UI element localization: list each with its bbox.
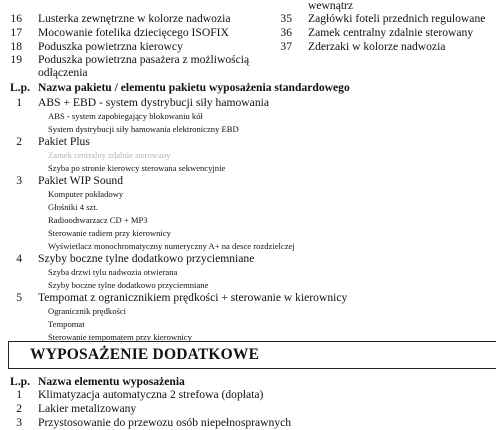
column-header-name: Nazwa elementu wyposażenia — [38, 375, 185, 388]
list-item-text: Lakier metalizowany — [38, 402, 137, 415]
package-number: 4 — [16, 252, 22, 265]
package-title: ABS + EBD - system dystrybucji siły hamowania — [38, 96, 269, 109]
package-title: Pakiet WIP Sound — [38, 174, 124, 187]
column-header-lp: L.p. — [10, 81, 30, 94]
column-header-name: Nazwa pakietu / elementu pakietu wyposażenia standardowego — [38, 81, 350, 94]
list-item-number: 36 — [280, 26, 292, 39]
package-item: System dystrybucji siły hamowania elektroniczny EBD — [48, 124, 239, 134]
package-number: 1 — [16, 96, 22, 109]
package-item: ABS - system zapobiegający blokowaniu kół — [48, 111, 203, 121]
list-item-text: Zderzaki w kolorze nadwozia — [308, 40, 446, 53]
package-item: Komputer pokładowy — [48, 189, 124, 199]
list-item-text: Poduszka powietrzna pasażera z możliwością — [38, 53, 250, 66]
list-item-number: 37 — [280, 40, 292, 53]
list-item-text-continued: odłączenia — [38, 66, 88, 79]
list-item-text-continued: wewnątrz — [308, 0, 354, 12]
package-number: 5 — [16, 291, 22, 304]
package-item-disabled: Zamek centralny zdalnie sterowany — [48, 150, 171, 160]
package-title: Pakiet Plus — [38, 135, 90, 148]
list-item-number: 35 — [280, 12, 292, 25]
list-item-number: 19 — [10, 53, 22, 66]
list-item-number: 16 — [10, 12, 22, 25]
list-item-number: 3 — [16, 416, 22, 429]
list-item-text: Mocowanie fotelika dziecięcego ISOFIX — [38, 26, 229, 39]
column-header-lp: L.p. — [10, 375, 30, 388]
list-item-text: Zamek centralny zdalnie sterowany — [308, 26, 474, 39]
list-item-text: Klimatyzacja automatyczna 2 strefowa (dopłata) — [38, 388, 264, 401]
package-number: 2 — [16, 135, 22, 148]
list-item-text: Poduszka powietrzna kierowcy — [38, 40, 183, 53]
list-item-number: 2 — [16, 402, 22, 415]
package-item: Radioodtwarzacz CD + MP3 — [48, 215, 148, 225]
list-item-text: Lusterka zewnętrzne w kolorze nadwozia — [38, 12, 231, 25]
list-item-text: Zagłówki foteli przednich regulowane — [308, 12, 486, 25]
package-item: Tempomat — [48, 319, 85, 329]
list-item-number: 17 — [10, 26, 22, 39]
package-item: Sterowanie tempomatem przy kierownicy — [48, 332, 192, 342]
list-item-text: Przystosowanie do przewozu osób niepełnosprawnych — [38, 416, 292, 429]
package-item: Ogranicznik prędkości — [48, 306, 127, 316]
list-item-number: 18 — [10, 40, 22, 53]
list-item-number: 1 — [16, 388, 22, 401]
package-title: Tempomat z ogranicznikiem prędkości + sterowanie w kierownicy — [38, 291, 348, 304]
package-item: Szyba po stronie kierowcy sterowana sekwencyjnie — [48, 163, 226, 173]
package-number: 3 — [16, 174, 22, 187]
section-title: WYPOSAŻENIE DODATKOWE — [30, 346, 260, 363]
package-title: Szyby boczne tylne dodatkowo przyciemniane — [38, 252, 255, 265]
package-item: Szyba drzwi tylu nadwozia otwierana — [48, 267, 178, 277]
package-item: Sterowanie radiem przy kierownicy — [48, 228, 171, 238]
package-item: Wyświetlacz monochromatyczny numeryczny A+ na desce rozdzielczej — [48, 241, 295, 251]
package-item: Głośniki 4 szt. — [48, 202, 98, 212]
package-item: Szyby boczne tylne dodatkowo przyciemniane — [48, 280, 209, 290]
